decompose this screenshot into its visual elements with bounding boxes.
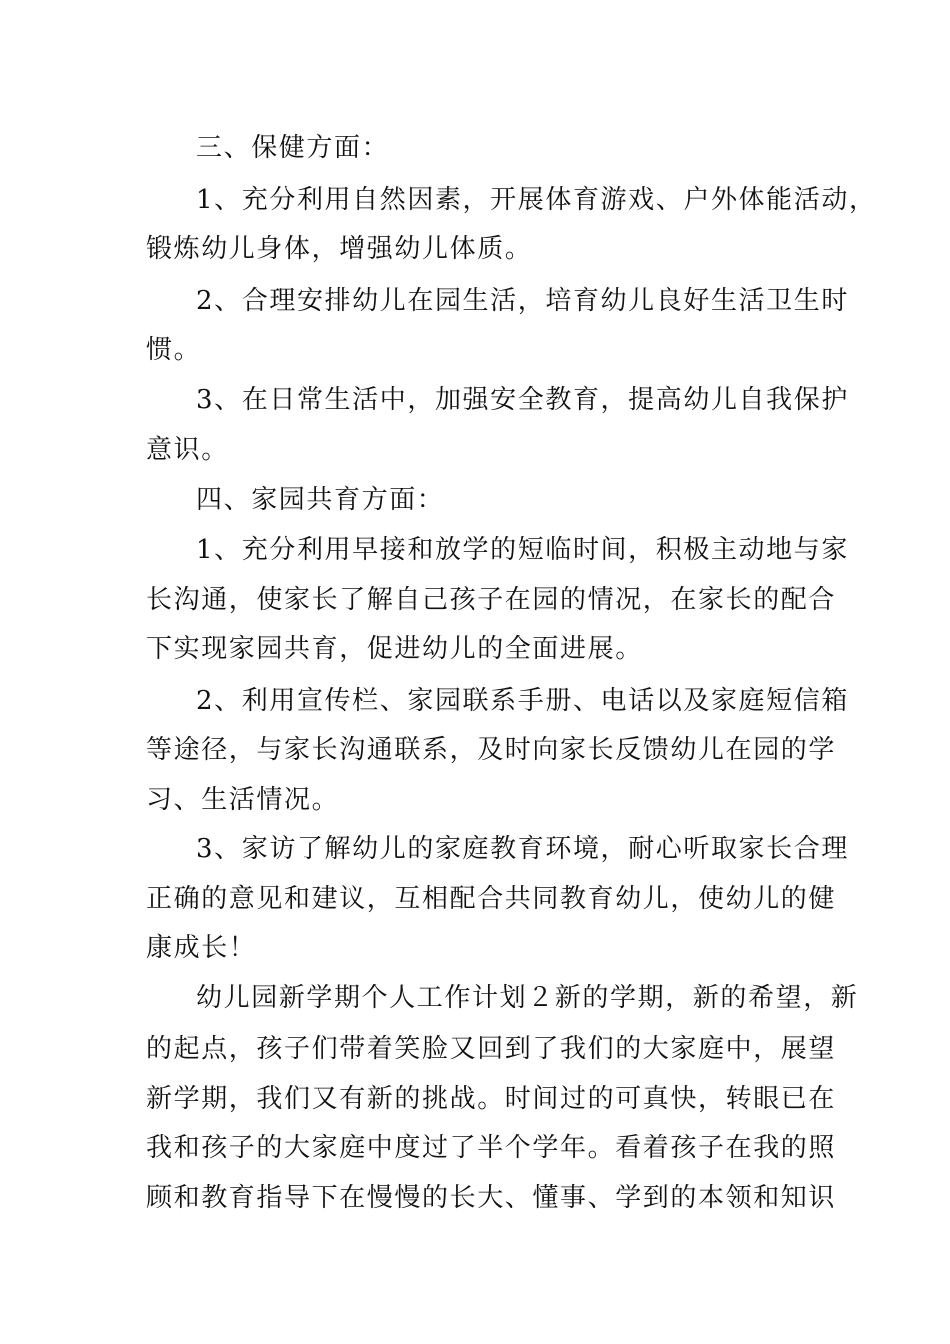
paragraph-line: 的起点，孩子们带着笑脸又回到了我们的大家庭中，展望 [146, 1034, 837, 1064]
paragraph-line: 幼儿园新学期个人工作计划２新的学期，新的希望，新 [196, 983, 859, 1013]
paragraph-line: 意识。 [146, 435, 229, 465]
section-heading-home-school: 四、家园共育方面： [196, 485, 445, 515]
paragraph-line: 3、家访了解幼儿的家庭教育环境，耐心听取家长合理 [196, 834, 849, 864]
paragraph-line: 我和孩子的大家庭中度过了半个学年。看着孩子在我的照 [146, 1133, 837, 1163]
paragraph-line: 长沟通，使家长了解自己孩子在园的情况，在家长的配合 [146, 585, 837, 615]
paragraph-line: 习、生活情况。 [146, 785, 340, 815]
paragraph-line: 3、在日常生活中，加强安全教育，提高幼儿自我保护 [196, 385, 849, 415]
paragraph-line: 惯。 [146, 335, 202, 365]
paragraph-line: 新学期，我们又有新的挑战。时间过的可真快，转眼已在 [146, 1084, 837, 1114]
paragraph-line: 正确的意见和建议，互相配合共同教育幼儿，使幼儿的健 [146, 884, 837, 914]
paragraph-line: 2、合理安排幼儿在园生活，培育幼儿良好生活卫生时 [196, 286, 849, 316]
section-heading-health: 三、保健方面： [196, 133, 390, 163]
paragraph-line: 下实现家园共育，促进幼儿的全面进展。 [146, 634, 643, 664]
paragraph-line: 锻炼幼儿身体，增强幼儿体质。 [146, 234, 533, 264]
paragraph-line: 等途径，与家长沟通联系，及时向家长反馈幼儿在园的学 [146, 735, 837, 765]
paragraph-line: 1、充分利用早接和放学的短临时间，积极主动地与家 [196, 535, 849, 565]
paragraph-line: 1、充分利用自然因素，开展体育游戏、户外体能活动， [196, 185, 877, 215]
paragraph-line: 康成长！ [146, 933, 257, 963]
paragraph-line: 顾和教育指导下在慢慢的长大、懂事、学到的本领和知识 [146, 1183, 837, 1213]
paragraph-line: 2、利用宣传栏、家园联系手册、电话以及家庭短信箱 [196, 686, 849, 716]
